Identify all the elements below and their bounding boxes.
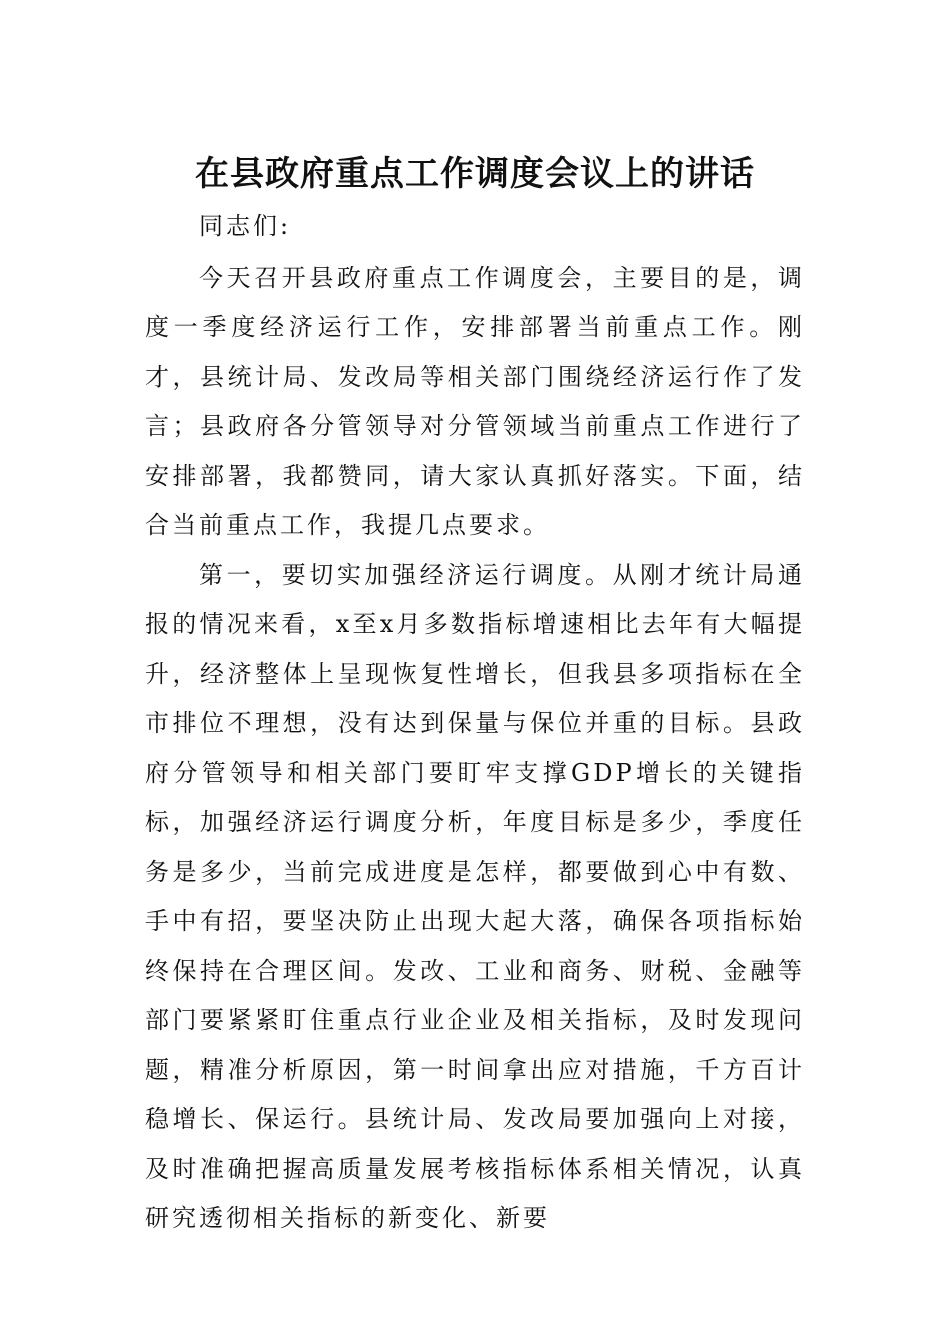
paragraph-first-requirement: 第一，要切实加强经济运行调度。从刚才统计局通报的情况来看，x至x月多数指标增速相比去年有大幅提升，经济整体上呈现恢复性增长，但我县多项指标在全市排位不理想，没有达到保量与保位并重的目标。县政府分管领导和相关部门要盯牢支撑GDP增长的关键指标，加强经济运行调度分析，年度目标是多少，季度任务是多少，当前完成进度是怎样，都要做到心中有数、手中有招，要坚决防止出现大起大落，确保各项指标始终保持在合理区间。发改、工业和商务、财税、金融等部门要紧紧盯住重点行业企业及相关指标，及时发现问题，精准分析原因，第一时间拿出应对措施，千方百计稳增长、保运行。县统计局、发改局要加强向上对接，及时准确把握高质量发展考核指标体系相关情况，认真研究透彻相关指标的新变化、新要 xyxy=(145,560,805,1232)
document-body xyxy=(145,200,805,1244)
paragraph-opening: 今天召开县政府重点工作调度会，主要目的是，调度一季度经济运行工作，安排部署当前重点工作。刚才，县统计局、发改局等相关部门围绕经济运行作了发言；县政府各分管领导对分管领域当前重点工作进行了安排部署，我都赞同，请大家认真抓好落实。下面，结合当前重点工作，我提几点要求。 xyxy=(145,263,805,539)
salutation: 同志们: xyxy=(199,212,292,240)
document-title: 在县政府重点工作调度会议上的讲话 xyxy=(195,154,755,194)
